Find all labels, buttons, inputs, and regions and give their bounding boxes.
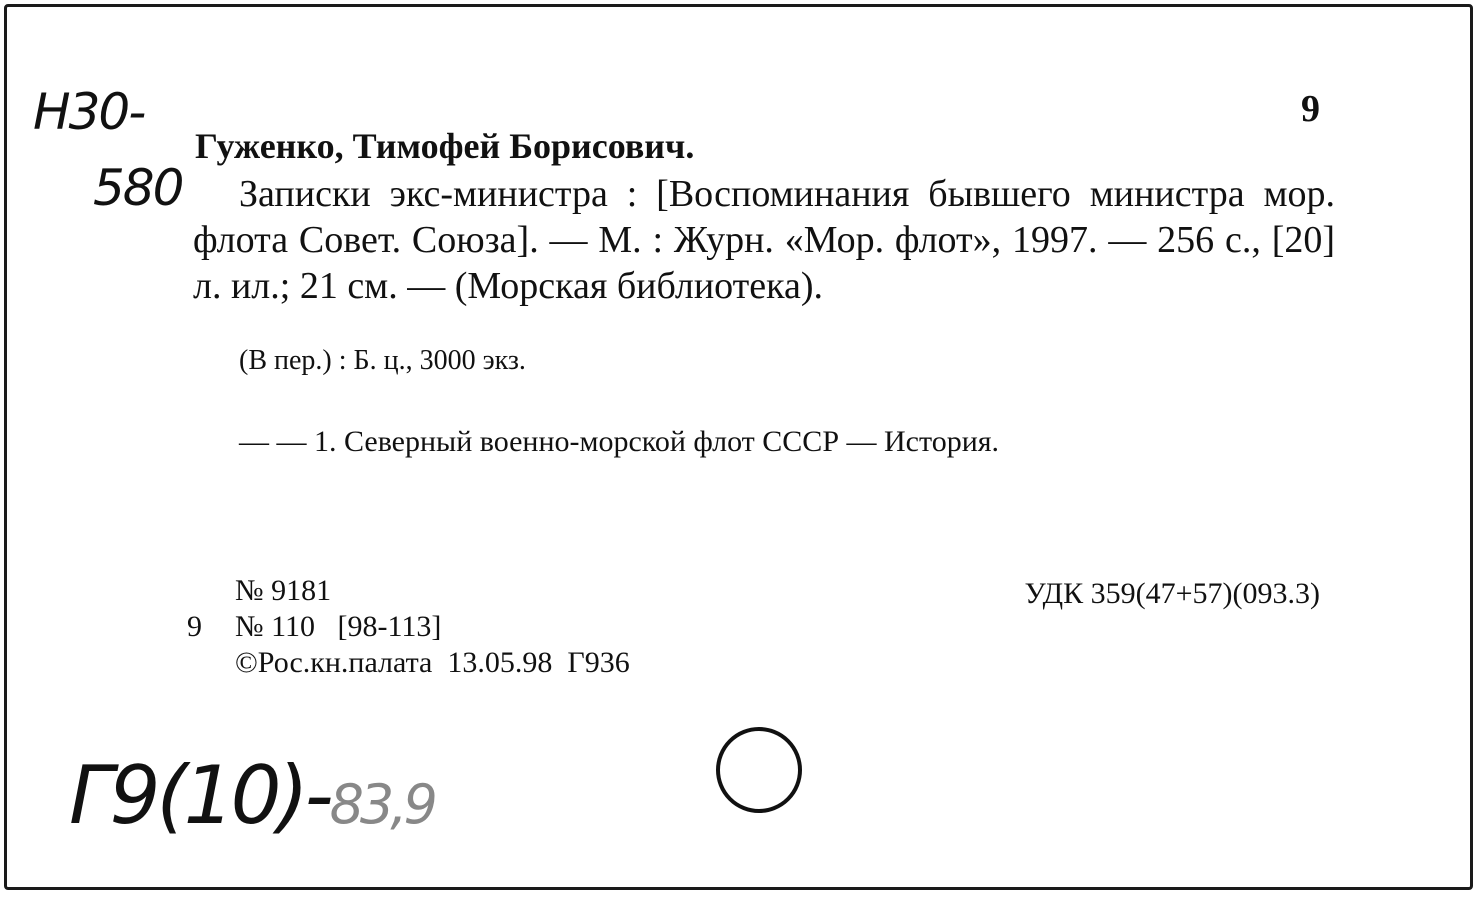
udk-code: УДК 359(47+57)(093.3) xyxy=(1024,577,1320,610)
circle-stamp-icon xyxy=(716,727,802,813)
handwritten-shelfmark-main: Г9(10)- xyxy=(69,749,330,842)
call-number-line2: 580 xyxy=(93,159,183,217)
author-heading: Гуженко, Тимофей Борисович. xyxy=(195,126,695,166)
handwritten-shelfmark-faint: 83,9 xyxy=(329,773,434,836)
record-number-2: № 110 [98-113] xyxy=(235,610,442,643)
subject-heading: — — 1. Северный военно-морской флот СССР — История. xyxy=(239,425,1000,458)
record-number-1: № 9181 xyxy=(235,574,332,607)
copyright-row xyxy=(187,645,630,681)
call-number-line1: Н30- xyxy=(33,83,145,141)
catalog-card xyxy=(4,4,1473,890)
binding-price: (В пер.) : Б. ц., 3000 экз. xyxy=(239,345,526,376)
copyright: ©Рос.кн.палата 13.05.98 Г936 xyxy=(235,646,630,679)
handwritten-shelfmark xyxy=(69,749,434,842)
record-number-row-2 xyxy=(187,609,630,645)
record-number-2-prefix: 9 xyxy=(187,610,202,643)
bibliographic-description: Записки экс-министра : [Воспоминания бывшего министра мор. флота Совет. Союза]. — М. : Журн. «Мор. флот», 1997. — 256 с., [20] л. ил.; 21 см. — (Морская библиотека). xyxy=(193,173,1335,307)
card-number: 9 xyxy=(1301,88,1320,130)
record-number-row-1 xyxy=(187,573,630,609)
record-numbers xyxy=(187,573,630,681)
